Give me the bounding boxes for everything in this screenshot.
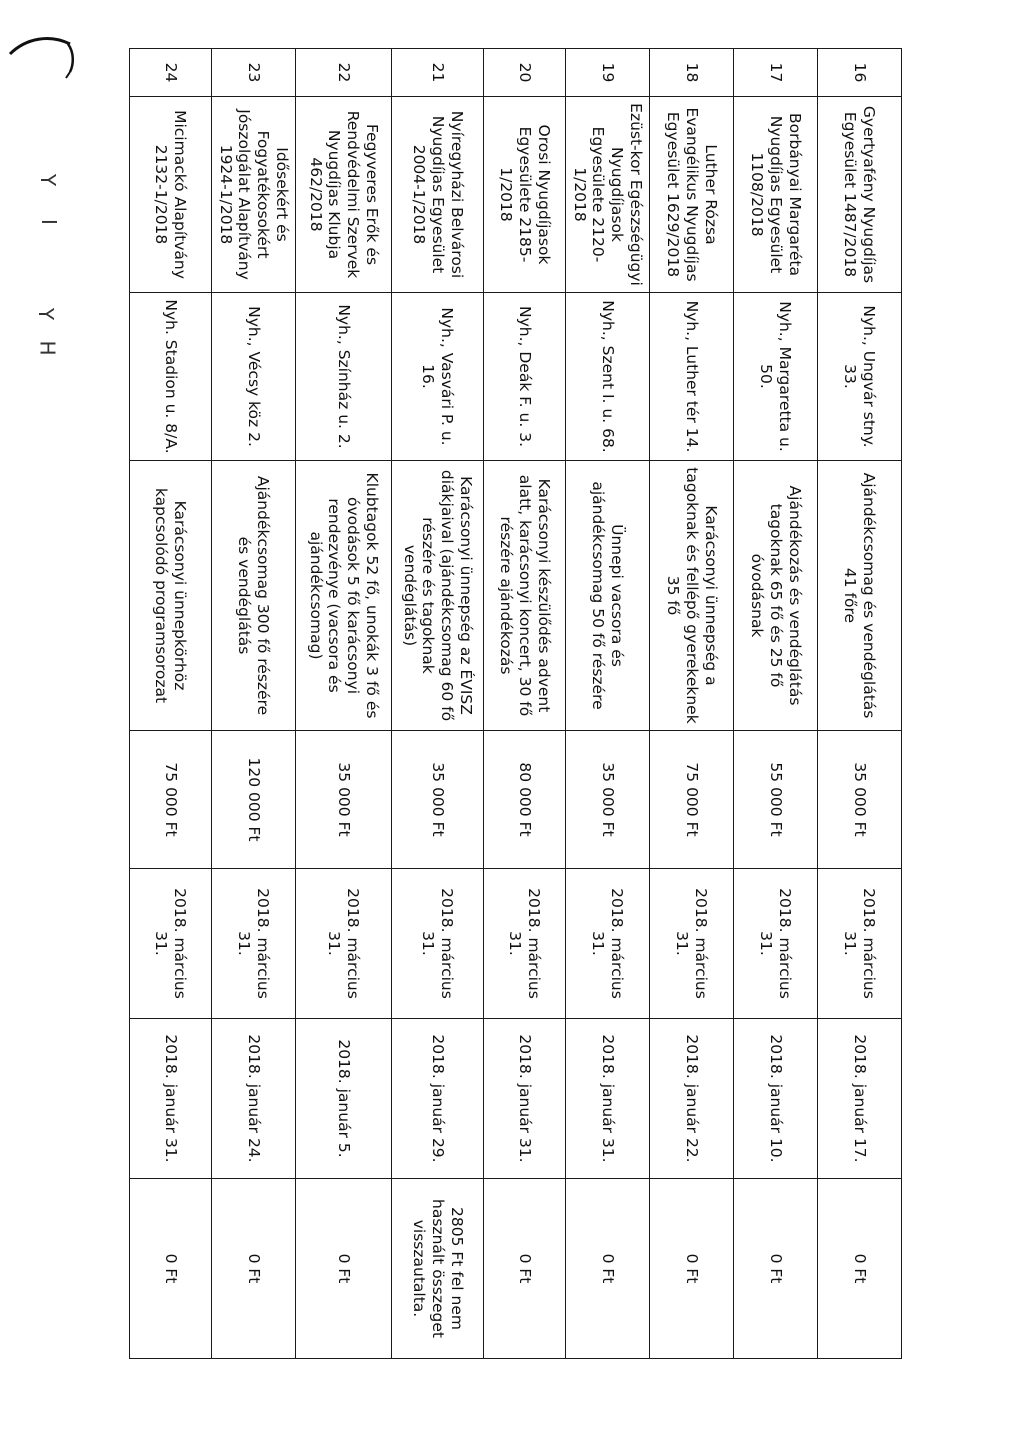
amount-cell: 35 000 Ft <box>818 731 902 869</box>
table-row <box>734 49 818 1359</box>
table-body <box>130 49 902 1359</box>
table-row <box>818 49 902 1359</box>
row-number: 18 <box>650 49 734 97</box>
date-cell: 2018. január 24. <box>212 1019 296 1179</box>
amount-cell: 120 000 Ft <box>212 731 296 869</box>
purpose-cell: Klubtagok 52 fő, unokák 3 fő és óvodások 5 fő karácsonyi rendezvénye (vacsora és ajándékcsomag) <box>296 461 392 731</box>
table-row <box>650 49 734 1359</box>
row-number: 22 <box>296 49 392 97</box>
date-cell: 2018. január 29. <box>392 1019 484 1179</box>
amount-cell: 35 000 Ft <box>566 731 650 869</box>
amount-cell: 80 000 Ft <box>484 731 566 869</box>
table-row <box>296 49 392 1359</box>
purpose-cell: Ajándékozás és vendéglátás tagoknak 65 fő és 25 fő óvodásnak <box>734 461 818 731</box>
address-cell: Nyh. Stadion u. 8/A. <box>130 293 212 461</box>
organization-cell: Luther Rózsa Evangélikus Nyugdíjas Egyesület 1629/2018 <box>650 97 734 293</box>
amount-cell: 35 000 Ft <box>296 731 392 869</box>
purpose-cell: Karácsonyi ünnepség a tagoknak és fellépő gyerekeknek 35 fő <box>650 461 734 731</box>
amount-cell: 75 000 Ft <box>130 731 212 869</box>
amount-cell: 35 000 Ft <box>392 731 484 869</box>
organization-cell: Ezüst-kor Egészségügyi Nyugdíjasok Egyesülete 2120-1/2018 <box>566 97 650 293</box>
address-cell: Nyh., Luther tér 14. <box>650 293 734 461</box>
returned-cell: 0 Ft <box>212 1179 296 1359</box>
table-row <box>130 49 212 1359</box>
purpose-cell: Karácsonyi ünnepség az ÉVISZ diákjaival (ajándékcsomag 60 fő részére és tagoknak vendéglátás) <box>392 461 484 731</box>
deadline-cell: 2018. március 31. <box>818 869 902 1019</box>
margin-mark-4: H <box>35 340 60 356</box>
amount-cell: 75 000 Ft <box>650 731 734 869</box>
organization-cell: Gyertyafény Nyugdíjas Egyesület 1487/2018 <box>818 97 902 293</box>
organization-cell: Orosi Nyugdíjasok Egyesülete 2185-1/2018 <box>484 97 566 293</box>
date-cell: 2018. január 31. <box>484 1019 566 1179</box>
deadline-cell: 2018. március 31. <box>734 869 818 1019</box>
margin-mark-1: Y <box>36 173 61 187</box>
deadline-cell: 2018. március 31. <box>566 869 650 1019</box>
row-number: 19 <box>566 49 650 97</box>
address-cell: Nyh., Ungvár stny. 33. <box>818 293 902 461</box>
date-cell: 2018. január 31. <box>130 1019 212 1179</box>
returned-cell: 0 Ft <box>734 1179 818 1359</box>
returned-cell: 2805 Ft fel nem használt összeget visszautalta. <box>392 1179 484 1359</box>
returned-cell: 0 Ft <box>818 1179 902 1359</box>
deadline-cell: 2018. március 31. <box>296 869 392 1019</box>
rotated-table-inner <box>146 48 902 1358</box>
organization-cell: Borbányai Margaréta Nyugdíjas Egyesület 1108/2018 <box>734 97 818 293</box>
row-number: 17 <box>734 49 818 97</box>
returned-cell: 0 Ft <box>650 1179 734 1359</box>
row-number: 16 <box>818 49 902 97</box>
row-number: 21 <box>392 49 484 97</box>
address-cell: Nyh., Margaretta u. 50. <box>734 293 818 461</box>
organization-cell: Idősekért és Fogyatékosokért Jószolgálat Alapítvány 1924-1/2018 <box>212 97 296 293</box>
date-cell: 2018. január 31. <box>566 1019 650 1179</box>
rotated-table-area <box>146 48 902 1358</box>
returned-cell: 0 Ft <box>566 1179 650 1359</box>
deadline-cell: 2018. március 31. <box>484 869 566 1019</box>
scan-artifact-mark <box>4 30 82 88</box>
date-cell: 2018. január 17. <box>818 1019 902 1179</box>
returned-cell: 0 Ft <box>296 1179 392 1359</box>
returned-cell: 0 Ft <box>484 1179 566 1359</box>
deadline-cell: 2018. március 31. <box>392 869 484 1019</box>
date-cell: 2018. január 5. <box>296 1019 392 1179</box>
table-row <box>566 49 650 1359</box>
table-row <box>392 49 484 1359</box>
row-number: 20 <box>484 49 566 97</box>
purpose-cell: Ajándékcsomag és vendéglátás 41 főre <box>818 461 902 731</box>
address-cell: Nyh., Szent I. u. 68. <box>566 293 650 461</box>
organization-cell: Fegyveres Erők és Rendvédelmi Szervek Nyugdíjas Klubja 462/2018 <box>296 97 392 293</box>
purpose-cell: Karácsonyi ünnepkörhöz kapcsolódó programsorozat <box>130 461 212 731</box>
row-number: 23 <box>212 49 296 97</box>
returned-cell: 0 Ft <box>130 1179 212 1359</box>
address-cell: Nyh., Deák F. u. 3. <box>484 293 566 461</box>
deadline-cell: 2018. március 31. <box>650 869 734 1019</box>
deadline-cell: 2018. március 31. <box>130 869 212 1019</box>
table-row <box>212 49 296 1359</box>
address-cell: Nyh., Vécsy köz 2. <box>212 293 296 461</box>
purpose-cell: Ünnepi vacsora és ajándékcsomag 50 fő részére <box>566 461 650 731</box>
address-cell: Nyh., Színház u. 2. <box>296 293 392 461</box>
amount-cell: 55 000 Ft <box>734 731 818 869</box>
grant-table <box>129 48 902 1359</box>
margin-mark-2: I <box>36 219 61 225</box>
table-row <box>484 49 566 1359</box>
date-cell: 2018. január 10. <box>734 1019 818 1179</box>
organization-cell: Nyíregyházi Belvárosi Nyugdíjas Egyesület 2004-1/2018 <box>392 97 484 293</box>
address-cell: Nyh., Vasvári P. u. 16. <box>392 293 484 461</box>
margin-mark-3: Y <box>34 307 59 321</box>
row-number: 24 <box>130 49 212 97</box>
purpose-cell: Karácsonyi készülődés advent alatt, karácsonyi koncert, 30 fő részére ajándékozás <box>484 461 566 731</box>
date-cell: 2018. január 22. <box>650 1019 734 1179</box>
deadline-cell: 2018. március 31. <box>212 869 296 1019</box>
organization-cell: Micimackó Alapítvány 2132-1/2018 <box>130 97 212 293</box>
purpose-cell: Ajándékcsomag 300 fő részére és vendéglátás <box>212 461 296 731</box>
